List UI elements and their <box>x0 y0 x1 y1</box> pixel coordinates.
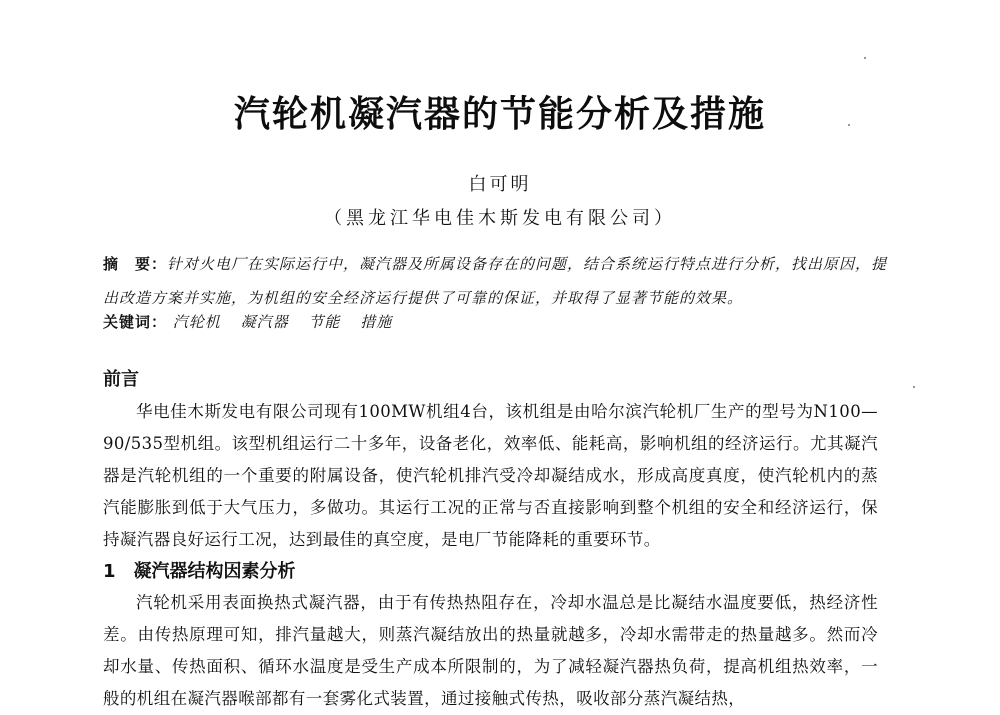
scan-speck <box>848 124 850 126</box>
keyword: 凝汽器 <box>240 313 289 331</box>
paper-title: 汽轮机凝汽器的节能分析及措施 <box>233 94 766 135</box>
author-name: 白可明 <box>468 174 532 195</box>
abstract-text: 针对火电厂在实际运行中，凝汽器及所属设备存在的问题，结合系统运行特点进行分析，找出原因，提出改造方案并实施，为机组的安全经济运行提供了可靠的保证，并取得了显著节能的效果。 <box>103 255 888 307</box>
abstract <box>103 247 893 315</box>
scan-speck <box>913 386 915 388</box>
section-heading-1 <box>103 557 296 583</box>
keywords-label: 关键词： <box>103 313 168 331</box>
abstract-label: 摘 要： <box>103 255 168 273</box>
section-heading-intro: 前言 <box>103 369 139 390</box>
author-affiliation: （黑龙江华电佳木斯发电有限公司） <box>324 208 676 229</box>
intro-text: 华电佳木斯发电有限公司现有100MW机组4台，该机组是由哈尔滨汽轮机厂生产的型号为N100—90/535型机组。该型机组运行二十多年，设备老化，效率低、能耗高，影响机组的经济运行。尤其凝汽器是汽轮机组的一个重要的附属设备，使汽轮机排汽受冷却凝结成水，形成高度真度，使汽轮机内的蒸汽能膨胀到低于大气压力，多做功。其运行工况的正常与否直接影响到整个机组的安全和经济运行，保持凝汽器良好运行工况，达到最佳的真空度，是电厂节能降耗的重要环节。 <box>103 402 878 549</box>
keyword: 汽轮机 <box>172 313 221 331</box>
section-number: 1 <box>103 561 116 582</box>
section-1-text: 汽轮机采用表面换热式凝汽器，由于有传热热阻存在，冷却水温总是比凝结水温度要低，热经济性差。由传热原理可知，排汽量越大，则蒸汽凝结放出的热量就越多，冷却水需带走的热量越多。然而冷却水量、传热面积、循环水温度是受生产成本所限制的，为了减轻凝汽器热负荷，提高机组热效率，一般的机组在凝汽器喉部都有一套雾化式装置，通过接触式传热，吸收部分蒸汽凝结热， <box>103 593 878 708</box>
keywords <box>103 309 893 335</box>
keyword: 措施 <box>360 313 393 331</box>
section-1-paragraph <box>103 587 878 715</box>
intro-paragraph <box>103 396 878 556</box>
keyword: 节能 <box>308 313 341 331</box>
scan-speck <box>864 57 866 59</box>
section-title: 凝汽器结构因素分析 <box>133 561 296 582</box>
